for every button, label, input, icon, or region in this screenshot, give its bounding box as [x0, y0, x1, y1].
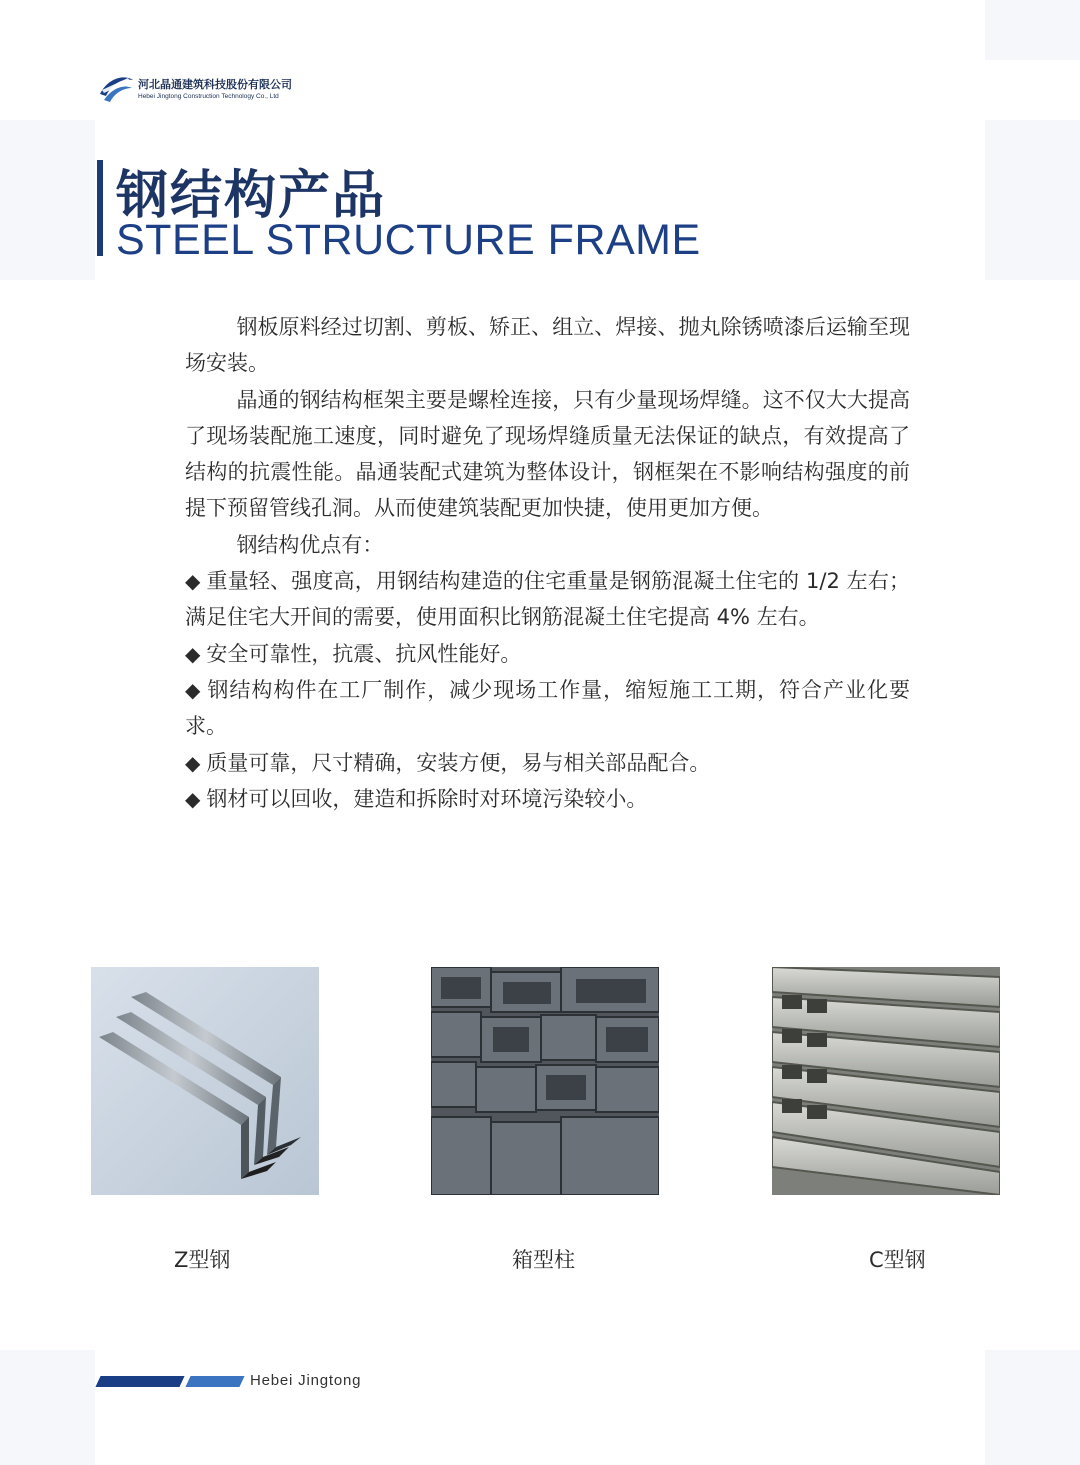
diamond-bullet-icon: ◆: [185, 569, 201, 594]
advantage-text: 安全可靠性，抗震、抗风性能好。: [206, 641, 522, 666]
background-tile: [985, 1350, 1080, 1465]
page-title-en: STEEL STRUCTURE FRAME: [116, 216, 701, 264]
box-column-image: [431, 967, 659, 1195]
background-tile: [985, 120, 1080, 280]
advantage-item: [185, 672, 910, 745]
footer-accent-bar-light: [185, 1376, 244, 1387]
company-name-cn: 河北晶通建筑科技股份有限公司: [138, 78, 292, 91]
advantage-item: [185, 563, 910, 636]
diamond-bullet-icon: ◆: [185, 677, 202, 702]
background-tile: [0, 120, 95, 280]
advantage-text: 钢材可以回收，建造和拆除时对环境污染较小。: [206, 786, 648, 811]
paragraph-connection: 晶通的钢结构框架主要是螺栓连接，只有少量现场焊缝。这不仅大大提高了现场装配施工速度，同时避免了现场焊缝质量无法保证的缺点，有效提高了结构的抗震性能。晶通装配式建筑为整体设计，钢框架在不影响结构强度的前提下预留管线孔洞。从而使建筑装配更加快捷，使用更加方便。: [185, 387, 910, 521]
caption-z-steel: Z型钢: [174, 1248, 231, 1272]
advantage-item: [185, 745, 910, 781]
z-steel-image: [91, 967, 319, 1195]
caption-c-steel: C型钢: [869, 1248, 926, 1272]
advantage-item: [185, 781, 910, 817]
diamond-bullet-icon: ◆: [185, 750, 201, 775]
caption-box-column: 箱型柱: [512, 1248, 575, 1272]
footer-brand: Hebei Jingtong: [250, 1372, 362, 1389]
advantages-heading: 钢结构优点有：: [236, 532, 384, 557]
advantage-text: 质量可靠，尺寸精确，安装方便，易与相关部品配合。: [206, 750, 711, 775]
c-steel-image: [772, 967, 1000, 1195]
company-logo: [98, 70, 308, 108]
title-accent-bar: [97, 160, 103, 256]
paragraph-process: 钢板原料经过切割、剪板、矫正、组立、焊接、抛丸除锈喷漆后运输至现场安装。: [185, 315, 910, 376]
diamond-bullet-icon: ◆: [185, 786, 201, 811]
page-title-cn: 钢结构产品: [116, 166, 387, 226]
diamond-bullet-icon: ◆: [185, 641, 201, 666]
footer-accent-bar-dark: [95, 1376, 184, 1387]
advantage-item: [185, 636, 910, 672]
advantage-text: 钢结构构件在工厂制作，减少现场工作量，缩短施工工期，符合产业化要求。: [185, 677, 910, 739]
body-text: [185, 309, 910, 817]
background-tile: [985, 0, 1080, 60]
company-logo-icon: [98, 72, 134, 106]
advantage-text: 重量轻、强度高，用钢结构建造的住宅重量是钢筋混凝土住宅的 1/2 左右；满足住宅大开间的需要，使用面积比钢筋混凝土住宅提高 4% 左右。: [185, 569, 910, 630]
background-tile: [0, 1350, 95, 1465]
company-name-en: Hebei Jingtong Construction Technology Co., Ltd: [138, 93, 279, 100]
